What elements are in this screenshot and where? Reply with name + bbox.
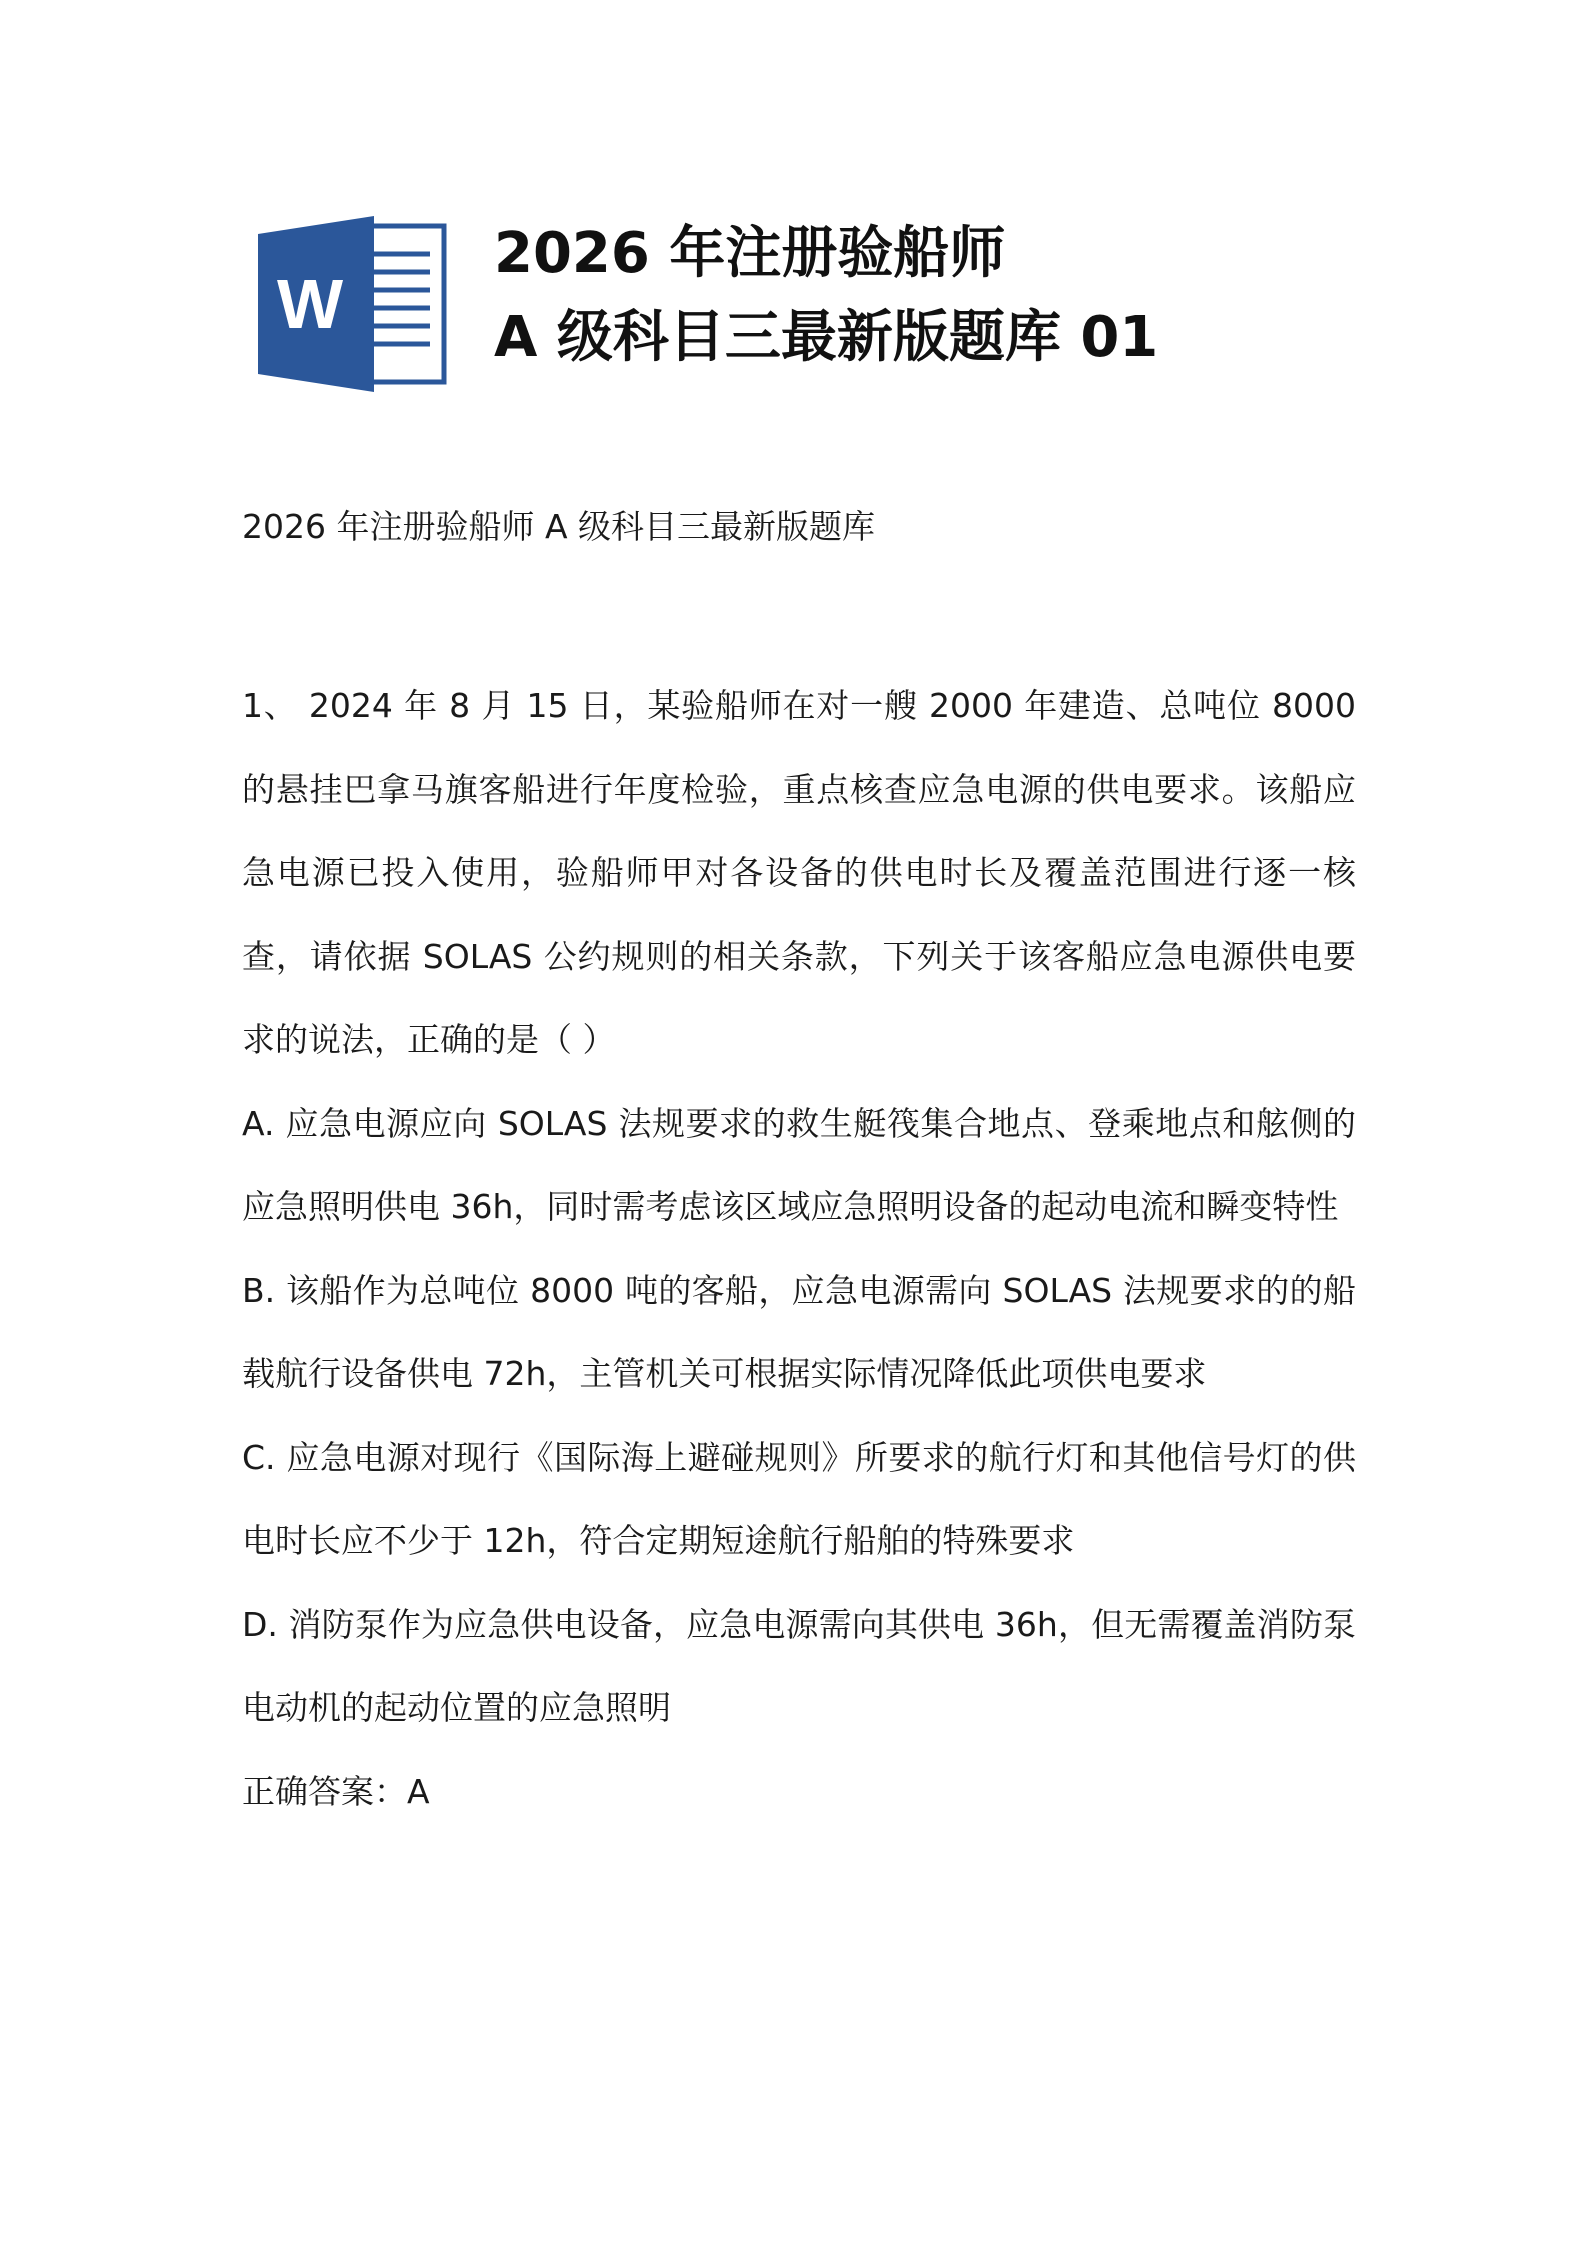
option-c: C. 应急电源对现行《国际海上避碰规则》所要求的航行灯和其他信号灯的供电时长应不少于 12h，符合定期短途航行船舶的特殊要求 [242, 1437, 1356, 1560]
correct-answer: 正确答案：A [242, 1771, 430, 1811]
word-document-icon [258, 216, 448, 392]
document-title [494, 212, 1354, 380]
option-b: B. 该船作为总吨位 8000 吨的客船，应急电源需向 SOLAS 法规要求的的船载航行设备供电 72h，主管机关可根据实际情况降低此项供电要求 [242, 1270, 1356, 1393]
option-d: D. 消防泵作为应急供电设备，应急电源需向其供电 36h，但无需覆盖消防泵电动机的起动位置的应急照明 [242, 1604, 1356, 1727]
title-line-2: A 级科目三最新版题库 01 [494, 305, 1159, 370]
document-header [258, 212, 1358, 402]
option-a: A. 应急电源应向 SOLAS 法规要求的救生艇筏集合地点、登乘地点和舷侧的应急照明供电 36h，同时需考虑该区域应急照明设备的起动电流和瞬变特性 [242, 1103, 1356, 1226]
question-stem: 1、 2024 年 8 月 15 日，某验船师在对一艘 2000 年建造、总吨位 8000 的悬挂巴拿马旗客船进行年度检验，重点核查应急电源的供电要求。该船应急电源已投入使用，验船师甲对各设备的供电时长及覆盖范围进行逐一核查，请依据 SOLAS 公约规则的相关条款，下列关于该客船应急电源供电要求的说法，正确的是（ ） [242, 686, 1356, 1059]
document-subtitle: 2026 年注册验船师 A 级科目三最新版题库 [242, 507, 876, 546]
word-icon-letter: W [276, 265, 344, 343]
question-block [242, 664, 1356, 1833]
title-line-1: 2026 年注册验船师 [494, 221, 1006, 286]
